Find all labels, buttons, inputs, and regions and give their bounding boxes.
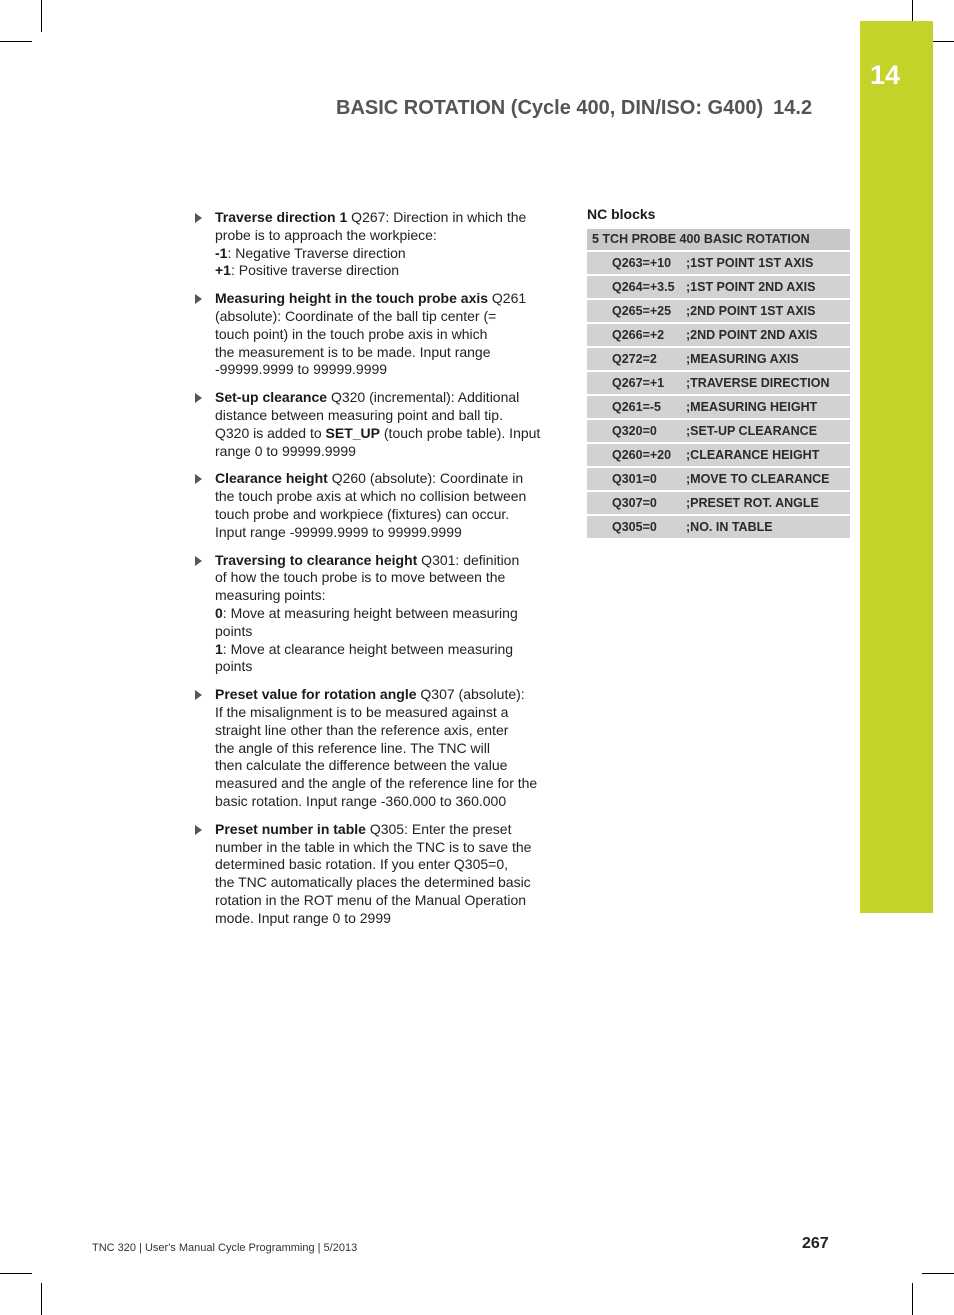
parameter-text-line: measuring points:: [215, 587, 326, 604]
parameter-first-line: [215, 470, 557, 488]
parameter-item: [195, 290, 557, 379]
parameter-text-line: (absolute): Coordinate of the ball tip center (=: [215, 307, 497, 324]
section-number: 14.2: [773, 97, 813, 119]
parameter-term: Traverse direction 1: [215, 209, 348, 225]
parameter-first-line: [215, 821, 557, 839]
nc-block-code: Q272=2: [612, 352, 657, 366]
parameter-text-line: the angle of this reference line. The TNC will: [215, 739, 490, 756]
nc-block-comment: ;MOVE TO CLEARANCE: [686, 472, 830, 486]
parameter-text-line: Input range -99999.9999 to 99999.9999: [215, 523, 462, 540]
parameter-text: Q267: Direction in which the: [347, 209, 527, 225]
option-text-cont: points: [215, 658, 253, 675]
parameter-term: Traversing to clearance height: [215, 551, 418, 568]
parameter-item: [195, 209, 557, 280]
parameter-text-line: basic rotation. Input range -360.000 to 360.000: [215, 792, 507, 809]
parameter-first-line: [215, 209, 557, 227]
crop-mark: [912, 1283, 913, 1315]
parameter-term: Preset number in table: [215, 820, 366, 837]
parameter-item: [195, 552, 557, 677]
option-key: +1: [215, 262, 231, 279]
nc-block-comment: ;SET-UP CLEARANCE: [686, 424, 818, 438]
crop-mark: [41, 0, 42, 32]
nc-block-text: 5 TCH PROBE 400 BASIC ROTATION: [592, 232, 810, 246]
footer-text: TNC 320 | User's Manual Cycle Programming | 5/2013: [92, 1242, 358, 1254]
nc-block-comment: ;CLEARANCE HEIGHT: [686, 448, 820, 462]
parameter-text-line: the TNC automatically places the determined basic: [215, 874, 531, 891]
parameter-first-line: [215, 552, 557, 570]
parameter-text-line: straight line other than the reference axis, enter: [215, 721, 509, 738]
nc-block-row: [587, 468, 850, 490]
nc-block-comment: ;MEASURING HEIGHT: [686, 400, 818, 414]
option-text: : Positive traverse direction: [230, 262, 400, 279]
parameter-term: Measuring height in the touch probe axis: [215, 290, 489, 307]
option-key: 1: [215, 640, 223, 657]
nc-block-code: Q320=0: [612, 424, 657, 438]
nc-blocks-table: [587, 229, 850, 540]
option-text: : Move at clearance height between measuring: [222, 640, 514, 657]
bullet-arrow-icon: [195, 474, 202, 484]
parameter-item: [195, 821, 557, 928]
chapter-number: 14: [870, 60, 901, 90]
parameter-text-line: If the misalignment is to be measured against a: [215, 703, 509, 720]
crop-mark: [0, 41, 32, 42]
parameter-first-line: [215, 389, 557, 407]
parameter-text-line: distance between measuring point and ball tip.: [215, 406, 503, 423]
parameter-text-line: touch probe and workpiece (fixtures) can occur.: [215, 505, 510, 522]
nc-block-comment: ;MEASURING AXIS: [686, 352, 799, 366]
parameter-text-line: measured and the angle of the reference line for the: [215, 775, 538, 792]
nc-block-code: Q305=0: [612, 520, 657, 534]
nc-block-row: [587, 372, 850, 394]
parameter-text: Q320 (incremental): Additional: [327, 389, 520, 406]
parameter-text: Q307 (absolute):: [416, 686, 525, 703]
nc-block-row: [587, 276, 850, 298]
crop-mark: [0, 1273, 32, 1274]
nc-block-comment: ;PRESET ROT. ANGLE: [686, 496, 819, 510]
nc-block-row: [587, 396, 850, 418]
nc-block-row: [587, 492, 850, 514]
parameter-text-line: the touch probe axis at which no collision between: [215, 488, 527, 505]
parameter-item: [195, 389, 557, 460]
nc-block-code: Q260=+20: [612, 448, 672, 462]
nc-block-code: Q301=0: [612, 472, 657, 486]
parameter-option: [215, 245, 557, 263]
parameter-text-line: probe is to approach the workpiece:: [215, 226, 437, 243]
parameter-option: [215, 641, 557, 659]
parameter-item: [195, 470, 557, 541]
parameter-text-line: then calculate the difference between the value: [215, 757, 508, 774]
nc-blocks-title: NC blocks: [587, 206, 656, 222]
option-text: : Move at measuring height between measuring: [222, 604, 518, 621]
nc-block-comment: ;1ST POINT 1ST AXIS: [686, 256, 814, 270]
option-key: 0: [215, 604, 223, 621]
nc-block-row: [587, 252, 850, 274]
parameter-text: Q260 (absolute): Coordinate in: [327, 470, 524, 487]
parameter-text: Q261: [488, 290, 527, 307]
nc-block-row: [587, 420, 850, 442]
nc-block-code: Q266=+2: [612, 328, 665, 342]
parameter-term: Clearance height: [215, 470, 328, 487]
parameter-first-line: [215, 686, 557, 704]
option-text: : Negative Traverse direction: [227, 244, 406, 261]
parameter-text-line: mode. Input range 0 to 2999: [215, 909, 391, 926]
nc-block-comment: ;2ND POINT 1ST AXIS: [686, 304, 816, 318]
nc-block-comment: ;2ND POINT 2ND AXIS: [686, 328, 818, 342]
bullet-arrow-icon: [195, 213, 202, 223]
option-text-cont: points: [215, 622, 253, 639]
parameter-text: Q320 is added to: [215, 424, 326, 441]
nc-block-code: Q263=+10: [612, 256, 672, 270]
parameter-term: Preset value for rotation angle: [215, 686, 417, 703]
bullet-arrow-icon: [195, 825, 202, 835]
parameter-list: [195, 209, 557, 937]
bullet-arrow-icon: [195, 690, 202, 700]
crop-mark: [41, 1283, 42, 1315]
crop-mark: [922, 1273, 954, 1274]
parameter-text-line: determined basic rotation. If you enter Q305=0,: [215, 856, 509, 873]
nc-block-code: Q264=+3.5: [612, 280, 675, 294]
nc-block-comment: ;TRAVERSE DIRECTION: [686, 376, 830, 390]
parameter-text-line: [215, 425, 557, 443]
nc-block-row: [587, 300, 850, 322]
nc-block-row: [587, 444, 850, 466]
parameter-text-line: touch point) in the touch probe axis in which: [215, 325, 488, 342]
parameter-keyword: SET_UP: [325, 424, 380, 441]
bullet-arrow-icon: [195, 393, 202, 403]
page-header: [336, 97, 812, 120]
bullet-arrow-icon: [195, 294, 202, 304]
parameter-text-line: number in the table in which the TNC is to save the: [215, 838, 532, 855]
parameter-option: [215, 605, 557, 623]
parameter-text: Q301: definition: [417, 551, 520, 568]
parameter-text-line: -99999.9999 to 99999.9999: [215, 361, 388, 378]
option-key: -1: [215, 244, 228, 261]
nc-block-code: Q261=-5: [612, 400, 661, 414]
bullet-arrow-icon: [195, 556, 202, 566]
nc-block-row: [587, 348, 850, 370]
parameter-item: [195, 686, 557, 811]
nc-block-comment: ;1ST POINT 2ND AXIS: [686, 280, 816, 294]
parameter-text: (touch probe table). Input: [380, 424, 541, 441]
page-number: 267: [802, 1235, 829, 1252]
parameter-term: Set-up clearance: [215, 389, 328, 406]
nc-block-code: Q267=+1: [612, 376, 665, 390]
nc-block-comment: ;NO. IN TABLE: [686, 520, 773, 534]
parameter-text-line: rotation in the ROT menu of the Manual Operation: [215, 891, 527, 908]
nc-block-row: [587, 324, 850, 346]
nc-block-row: [587, 516, 850, 538]
parameter-first-line: [215, 290, 557, 308]
section-title: BASIC ROTATION (Cycle 400, DIN/ISO: G400): [336, 97, 764, 119]
chapter-tab: [860, 21, 933, 913]
parameter-text-line: the measurement is to be made. Input range: [215, 343, 491, 360]
parameter-text: Q305: Enter the preset: [365, 820, 512, 837]
parameter-text-line: range 0 to 99999.9999: [215, 442, 356, 459]
parameter-text-line: of how the touch probe is to move between the: [215, 569, 506, 586]
nc-block-code: Q307=0: [612, 496, 657, 510]
parameter-option: [215, 262, 557, 280]
nc-block-code: Q265=+25: [612, 304, 672, 318]
nc-block-head: [587, 229, 850, 250]
